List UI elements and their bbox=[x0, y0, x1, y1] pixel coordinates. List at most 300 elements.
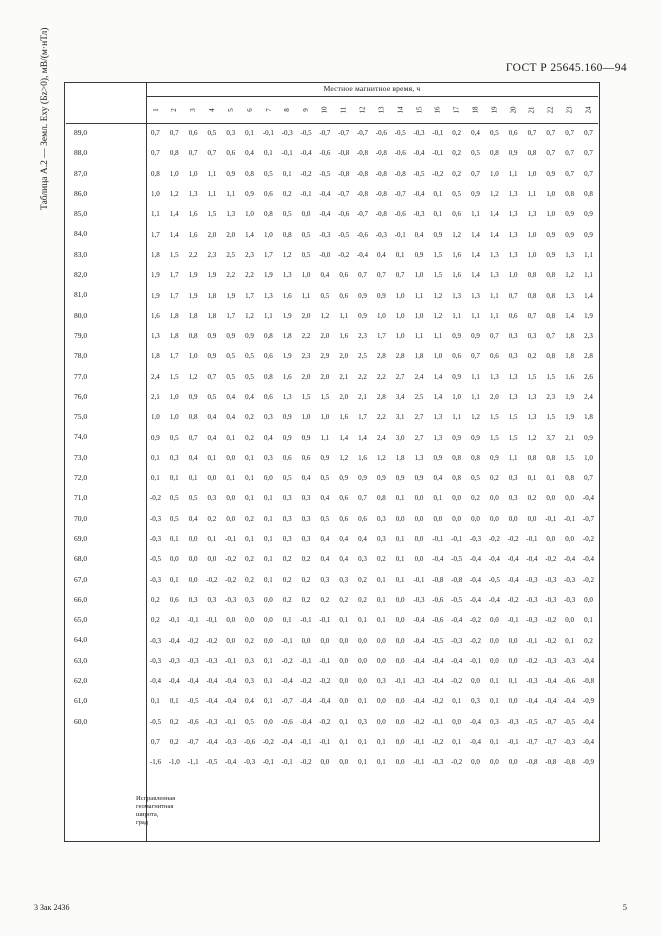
table-cell: 0,0 bbox=[320, 758, 330, 767]
table-cell: -0,3 bbox=[168, 656, 180, 665]
table-cell: 0,1 bbox=[169, 474, 179, 483]
table-cell: 1,3 bbox=[489, 271, 499, 280]
table-cell: 0,0 bbox=[339, 697, 349, 706]
table-cell: 1,3 bbox=[151, 332, 160, 341]
table-cell: -0,2 bbox=[187, 636, 199, 645]
table-cell: -0,1 bbox=[545, 514, 557, 523]
column-header: 18 bbox=[471, 106, 480, 113]
table-cell: 0,7 bbox=[565, 129, 574, 138]
table-cell: 0,6 bbox=[452, 352, 462, 361]
table-cell: 1,5 bbox=[489, 433, 499, 442]
table-cell: 1,2 bbox=[339, 453, 349, 462]
column-header: 12 bbox=[358, 106, 367, 113]
table-cell: 0,1 bbox=[395, 494, 405, 503]
table-cell: -0,5 bbox=[432, 636, 444, 645]
table-cell: -0,1 bbox=[319, 656, 331, 665]
table-cell: 0,1 bbox=[282, 616, 292, 625]
table-cell: 1,4 bbox=[471, 271, 480, 280]
table-cell: -0,2 bbox=[225, 555, 237, 564]
table-cell: -0,5 bbox=[187, 697, 199, 706]
table-cell: 0,8 bbox=[376, 494, 386, 503]
table-cell: 0,1 bbox=[452, 697, 462, 706]
table-cell: 0,4 bbox=[471, 129, 480, 138]
table-cell: 2,2 bbox=[226, 271, 236, 280]
column-header: 15 bbox=[415, 106, 423, 113]
table-cell: -0,2 bbox=[526, 656, 538, 665]
table-cell: -0,7 bbox=[545, 717, 557, 726]
table-cell: 0,4 bbox=[226, 393, 236, 401]
table-cell: 1,1 bbox=[527, 190, 537, 199]
table-cell: -0,6 bbox=[432, 595, 444, 604]
table-cell: 0,2 bbox=[527, 494, 537, 503]
table-cell: 0,3 bbox=[489, 717, 499, 726]
table-cell: 2,3 bbox=[546, 393, 556, 401]
table-cell: -0,1 bbox=[526, 636, 538, 645]
table-cell: -0,4 bbox=[300, 697, 312, 706]
table-cell: 0,1 bbox=[245, 129, 254, 138]
table-cell: 0,8 bbox=[188, 413, 198, 422]
table-cell: 0,0 bbox=[188, 535, 198, 544]
table-cell: 0,0 bbox=[452, 494, 462, 503]
table-cell: -0,8 bbox=[451, 575, 463, 584]
table-cell: 1,0 bbox=[546, 190, 556, 199]
table-cell: -0,6 bbox=[319, 149, 331, 158]
table-cell: -0,8 bbox=[526, 758, 538, 767]
table-cell: -0,7 bbox=[187, 738, 199, 747]
table-cell: 2,2 bbox=[358, 372, 367, 381]
table-cell: -0,2 bbox=[432, 738, 444, 747]
table-header-row bbox=[146, 96, 598, 123]
table-cell: 0,6 bbox=[358, 514, 367, 523]
table-cell: -0,4 bbox=[432, 656, 444, 665]
table-cell: 0,3 bbox=[207, 494, 217, 503]
table-row bbox=[146, 143, 598, 163]
table-cell: -0,1 bbox=[281, 636, 293, 645]
table-cell: 0,0 bbox=[264, 717, 273, 726]
table-cell: -0,2 bbox=[545, 616, 557, 625]
table-cell: 0,9 bbox=[395, 474, 405, 483]
table-cell: -0,4 bbox=[582, 656, 594, 665]
table-cell: 1,7 bbox=[169, 271, 179, 280]
table-row bbox=[146, 306, 598, 326]
table-cell: 1,0 bbox=[433, 352, 443, 361]
row-label: 61,0 bbox=[74, 696, 88, 706]
table-cell: 0,7 bbox=[546, 129, 556, 138]
table-cell: 1,1 bbox=[207, 169, 217, 178]
table-cell: 1,3 bbox=[433, 413, 443, 422]
table-cell: 1,3 bbox=[414, 453, 424, 462]
table-cell: 0,0 bbox=[395, 758, 405, 767]
row-label: 74,0 bbox=[74, 432, 88, 442]
table-cell: 1,4 bbox=[433, 393, 443, 401]
table-cell: 0,1 bbox=[169, 535, 179, 544]
table-cell: 0,0 bbox=[207, 474, 217, 483]
table-cell: 0,2 bbox=[301, 555, 311, 564]
table-cell: 0,8 bbox=[565, 474, 574, 483]
table-cell: 0,2 bbox=[339, 595, 349, 604]
table-cell: -0,8 bbox=[375, 169, 387, 178]
table-cell: -0,1 bbox=[281, 149, 293, 158]
table-cell: 1,3 bbox=[527, 393, 537, 401]
table-cell: 0,0 bbox=[339, 677, 349, 686]
row-label: 70,0 bbox=[74, 513, 88, 523]
table-cell: 0,2 bbox=[245, 514, 254, 523]
table-cell: 1,3 bbox=[565, 291, 574, 300]
table-cell: 0,4 bbox=[414, 230, 424, 239]
table-cell: -1,0 bbox=[168, 758, 180, 767]
table-cell: 1,4 bbox=[358, 433, 367, 442]
table-cell: -0,1 bbox=[262, 129, 274, 138]
table-cell: 1,3 bbox=[508, 250, 518, 259]
table-cell: 2,4 bbox=[151, 372, 160, 381]
table-cell: 0,4 bbox=[207, 413, 217, 422]
table-cell: 0,3 bbox=[320, 575, 330, 584]
table-cell: -0,1 bbox=[394, 230, 406, 239]
row-label: 67,0 bbox=[74, 574, 88, 584]
table-cell: 0,3 bbox=[339, 575, 349, 584]
table-cell: 0,1 bbox=[358, 697, 367, 706]
table-cell: 0,7 bbox=[527, 129, 537, 138]
table-cell: 0,1 bbox=[508, 677, 518, 686]
table-cell: 1,0 bbox=[527, 230, 537, 239]
table-row bbox=[146, 407, 598, 427]
table-cell: 1,7 bbox=[264, 250, 273, 259]
table-cell: 0,8 bbox=[489, 149, 499, 158]
table-cell: -0,2 bbox=[149, 494, 161, 503]
table-cell: -0,2 bbox=[545, 555, 557, 564]
table-cell: 2,2 bbox=[376, 413, 386, 422]
column-header: 24 bbox=[584, 106, 593, 113]
table-cell: 0,9 bbox=[414, 250, 424, 259]
table-cell: 1,7 bbox=[245, 291, 254, 300]
table-cell: 0,2 bbox=[245, 413, 254, 422]
table-cell: 1,5 bbox=[546, 372, 556, 381]
table-cell: -0,5 bbox=[451, 555, 463, 564]
table-cell: 0,1 bbox=[226, 433, 236, 442]
table-row bbox=[146, 448, 598, 468]
table-cell: -0,3 bbox=[432, 758, 444, 767]
table-cell: -0,9 bbox=[582, 758, 594, 767]
table-cell: -0,4 bbox=[564, 697, 576, 706]
table-cell: -0,4 bbox=[206, 697, 218, 706]
table-cell: -0,6 bbox=[244, 738, 256, 747]
row-label: 80,0 bbox=[74, 310, 88, 320]
table-cell: 0,9 bbox=[301, 433, 311, 442]
table-cell: 0,9 bbox=[320, 453, 330, 462]
table-cell: 1,9 bbox=[264, 271, 273, 280]
column-header: 3 bbox=[189, 107, 198, 112]
table-cell: -0,2 bbox=[469, 636, 482, 645]
table-cell: -0,8 bbox=[338, 169, 350, 178]
table-cell: 0,1 bbox=[207, 535, 217, 544]
table-row bbox=[146, 590, 598, 610]
table-cell: 1,7 bbox=[226, 311, 236, 320]
table-cell: -0,1 bbox=[432, 535, 444, 544]
table-cell: 0,0 bbox=[358, 636, 367, 645]
table-cell: 1,3 bbox=[489, 250, 499, 259]
table-cell: 0,9 bbox=[226, 169, 236, 178]
table-cell: 0,0 bbox=[471, 677, 480, 686]
column-header: 21 bbox=[527, 106, 536, 113]
table-cell: 1,9 bbox=[282, 352, 292, 361]
table-cell: 0,6 bbox=[339, 271, 349, 280]
table-cell: 1,6 bbox=[282, 291, 292, 300]
table-cell: -0,5 bbox=[149, 717, 161, 726]
table-cell: 0,0 bbox=[565, 494, 574, 503]
table-cell: -0,3 bbox=[564, 738, 576, 747]
table-cell: 0,4 bbox=[245, 393, 254, 401]
table-cell: 0,2 bbox=[207, 514, 217, 523]
table-cell: -0,4 bbox=[281, 677, 293, 686]
table-cell: -0,2 bbox=[413, 717, 425, 726]
table-cell: -0,4 bbox=[469, 575, 482, 584]
table-cell: 1,6 bbox=[452, 250, 462, 259]
table-cell: 0,2 bbox=[358, 575, 367, 584]
table-cell: -0,4 bbox=[413, 697, 425, 706]
table-cell: 0,9 bbox=[188, 393, 198, 401]
table-cell: -0,5 bbox=[526, 717, 538, 726]
table-cell: 0,8 bbox=[188, 332, 198, 341]
table-cell: 0,0 bbox=[207, 555, 217, 564]
table-cell: -0,3 bbox=[225, 595, 237, 604]
table-cell: 0,9 bbox=[207, 352, 217, 361]
table-cell: 0,1 bbox=[245, 535, 254, 544]
table-cell: 1,7 bbox=[358, 413, 367, 422]
table-cell: 0,1 bbox=[546, 474, 556, 483]
table-cell: 0,8 bbox=[151, 169, 160, 178]
table-cell: 2,6 bbox=[584, 372, 593, 381]
table-cell: 0,9 bbox=[546, 169, 556, 178]
table-cell: 0,6 bbox=[339, 291, 349, 300]
table-cell: 0,4 bbox=[245, 697, 254, 706]
table-row bbox=[146, 387, 598, 407]
table-cell: 1,0 bbox=[301, 271, 311, 280]
table-cell: 1,3 bbox=[527, 413, 537, 422]
table-cell: 0,6 bbox=[508, 311, 518, 320]
table-cell: 1,1 bbox=[207, 190, 217, 199]
table-cell: 2,0 bbox=[301, 372, 311, 381]
table-cell: 0,6 bbox=[301, 453, 311, 462]
table-cell: -0,1 bbox=[451, 535, 463, 544]
table-cell: 0,5 bbox=[207, 393, 217, 401]
column-header: 23 bbox=[565, 106, 574, 113]
table-cell: 1,9 bbox=[565, 393, 574, 401]
table-cell: -0,2 bbox=[319, 677, 331, 686]
table-cell: -0,8 bbox=[375, 190, 387, 199]
table-cell: 0,8 bbox=[282, 230, 292, 239]
table-row bbox=[146, 732, 598, 752]
table-cell: 0,7 bbox=[169, 129, 179, 138]
table-cell: 0,5 bbox=[226, 352, 236, 361]
row-label: 79,0 bbox=[74, 330, 88, 340]
table-cell: 1,4 bbox=[245, 230, 254, 239]
table-cell: 0,0 bbox=[527, 514, 537, 523]
table-cell: 1,4 bbox=[584, 291, 593, 300]
table-cell: 0,7 bbox=[546, 149, 556, 158]
table-cell: 0,6 bbox=[226, 149, 236, 158]
table-cell: 1,1 bbox=[151, 210, 160, 219]
table-cell: -0,4 bbox=[300, 717, 312, 726]
table-cell: -0,1 bbox=[413, 575, 425, 584]
table-cell: -0,4 bbox=[451, 616, 463, 625]
table-cell: 0,9 bbox=[433, 230, 443, 239]
table-cell: 2,3 bbox=[301, 352, 311, 361]
table-cell: 0,0 bbox=[169, 555, 179, 564]
table-cell: 0,1 bbox=[264, 555, 273, 564]
table-cell: 1,4 bbox=[489, 230, 499, 239]
table-cell: 1,3 bbox=[508, 210, 518, 219]
table-cell: 0,9 bbox=[376, 291, 386, 300]
table-cell: 1,4 bbox=[169, 230, 179, 239]
table-cell: 0,0 bbox=[376, 697, 386, 706]
table-cell: 0,0 bbox=[471, 758, 480, 767]
table-cell: 0,9 bbox=[151, 433, 160, 442]
table-cell: 1,0 bbox=[169, 393, 179, 401]
table-cell: 0,0 bbox=[489, 758, 499, 767]
table-cell: 0,7 bbox=[151, 738, 160, 747]
table-cell: 0,1 bbox=[395, 575, 405, 584]
localtime-header-label: Местное магнитное время, ч bbox=[323, 84, 421, 93]
table-cell: -0,4 bbox=[149, 677, 161, 686]
table-cell: 2,0 bbox=[489, 393, 499, 401]
table-cell: 0,8 bbox=[527, 453, 537, 462]
table-cell: 0,5 bbox=[320, 514, 330, 523]
table-cell: -0,3 bbox=[526, 616, 538, 625]
table-cell: 0,8 bbox=[264, 332, 273, 341]
table-row bbox=[146, 691, 598, 711]
table-row bbox=[146, 265, 598, 285]
table-cell: -0,3 bbox=[545, 656, 557, 665]
table-cell: 0,2 bbox=[282, 595, 292, 604]
row-label: 69,0 bbox=[74, 533, 88, 543]
table-cell: 1,6 bbox=[282, 372, 292, 381]
table-cell: -0,3 bbox=[526, 677, 538, 686]
table-cell: 0,3 bbox=[169, 453, 179, 462]
table-cell: 1,6 bbox=[358, 453, 367, 462]
table-cell: 2,1 bbox=[565, 433, 574, 442]
row-label: 78,0 bbox=[74, 351, 88, 361]
table-cell: 0,7 bbox=[508, 291, 518, 300]
column-header: 8 bbox=[283, 107, 292, 112]
table-cell: 0,3 bbox=[245, 595, 254, 604]
table-cell: 1,0 bbox=[301, 413, 311, 422]
table-cell: 0,7 bbox=[584, 169, 593, 178]
table-cell: 0,8 bbox=[546, 352, 556, 361]
table-cell: 0,7 bbox=[565, 149, 574, 158]
table-cell: 0,0 bbox=[188, 555, 198, 564]
table-cell: 0,7 bbox=[395, 271, 405, 280]
table-cell: 0,1 bbox=[376, 595, 386, 604]
table-cell: -0,1 bbox=[319, 738, 331, 747]
table-cell: 1,1 bbox=[584, 250, 593, 259]
table-cell: 0,3 bbox=[301, 514, 311, 523]
table-cell: -0,1 bbox=[225, 535, 237, 544]
table-cell: 0,0 bbox=[414, 535, 424, 544]
table-cell: 0,3 bbox=[301, 494, 311, 503]
table-cell: 0,9 bbox=[584, 433, 593, 442]
table-cell: 1,1 bbox=[508, 453, 518, 462]
table-cell: 1,5 bbox=[508, 413, 518, 422]
table-cell: 0,1 bbox=[489, 697, 499, 706]
table-cell: 0,8 bbox=[565, 190, 574, 199]
table-cell: 0,7 bbox=[584, 129, 593, 138]
table-cell: 0,7 bbox=[207, 149, 217, 158]
table-cell: 0,7 bbox=[188, 149, 198, 158]
table-cell: 0,6 bbox=[264, 393, 273, 401]
table-cell: 0,0 bbox=[489, 656, 499, 665]
table-cell: 0,6 bbox=[169, 595, 179, 604]
table-cell: -0,3 bbox=[149, 535, 161, 544]
table-cell: -0,2 bbox=[507, 595, 519, 604]
table-cell: 0,3 bbox=[282, 494, 292, 503]
table-cell: 1,4 bbox=[433, 372, 443, 381]
table-cell: 1,1 bbox=[452, 311, 462, 320]
table-cell: -0,1 bbox=[469, 656, 482, 665]
table-cell: 1,8 bbox=[188, 311, 198, 320]
table-cell: 2,0 bbox=[207, 230, 217, 239]
table-cell: 0,3 bbox=[358, 717, 367, 726]
table-cell: -0,4 bbox=[469, 555, 482, 564]
table-cell: -1,1 bbox=[187, 758, 199, 767]
table-cell: -0,6 bbox=[187, 717, 199, 726]
table-cell: 0,5 bbox=[282, 210, 292, 219]
table-cell: -0,4 bbox=[206, 677, 218, 686]
table-cell: 0,0 bbox=[376, 717, 386, 726]
table-cell: -0,7 bbox=[526, 738, 538, 747]
table-cell: 0,5 bbox=[301, 250, 311, 259]
table-cell: 0,7 bbox=[489, 332, 499, 341]
table-cell: 1,0 bbox=[151, 413, 160, 422]
table-cell: 0,0 bbox=[546, 494, 556, 503]
table-cell: 2,8 bbox=[376, 352, 386, 361]
table-cell: -0,2 bbox=[582, 535, 594, 544]
table-cell: 0,0 bbox=[489, 514, 499, 523]
table-cell: 1,8 bbox=[282, 332, 292, 341]
table-cell: -0,6 bbox=[356, 230, 369, 239]
table-cell: 0,0 bbox=[226, 514, 236, 523]
table-cell: -0,3 bbox=[564, 575, 576, 584]
table-cell: -0,6 bbox=[281, 717, 293, 726]
table-cell: 0,3 bbox=[508, 352, 518, 361]
table-cell: 1,0 bbox=[395, 311, 405, 320]
table-cell: 0,2 bbox=[489, 474, 499, 483]
table-cell: 1,5 bbox=[207, 210, 217, 219]
table-row bbox=[146, 468, 598, 488]
table-cell: -0,4 bbox=[319, 190, 331, 199]
table-cell: 0,1 bbox=[489, 677, 499, 686]
table-cell: 0,1 bbox=[395, 535, 405, 544]
table-cell: -0,8 bbox=[356, 149, 369, 158]
column-header: 5 bbox=[226, 107, 235, 112]
table-cell: -0,8 bbox=[356, 169, 369, 178]
table-cell: 0,1 bbox=[395, 555, 405, 564]
table-cell: -0,2 bbox=[488, 535, 500, 544]
table-cell: 1,0 bbox=[489, 169, 499, 178]
table-cell: 0,1 bbox=[188, 474, 198, 483]
table-cell: 1,2 bbox=[433, 291, 443, 300]
table-cell: 0,1 bbox=[358, 738, 367, 747]
table-cell: -0,8 bbox=[545, 758, 557, 767]
table-cell: 2,9 bbox=[320, 352, 330, 361]
row-label: 85,0 bbox=[74, 209, 88, 219]
table-cell: 0,9 bbox=[414, 474, 424, 483]
table-cell: 0,4 bbox=[339, 555, 349, 564]
table-cell: -0,8 bbox=[582, 677, 594, 686]
table-cell: 0,1 bbox=[433, 190, 443, 199]
table-cell: 0,0 bbox=[508, 636, 518, 645]
table-cell: 0,1 bbox=[584, 616, 593, 625]
column-header: 9 bbox=[302, 107, 311, 112]
